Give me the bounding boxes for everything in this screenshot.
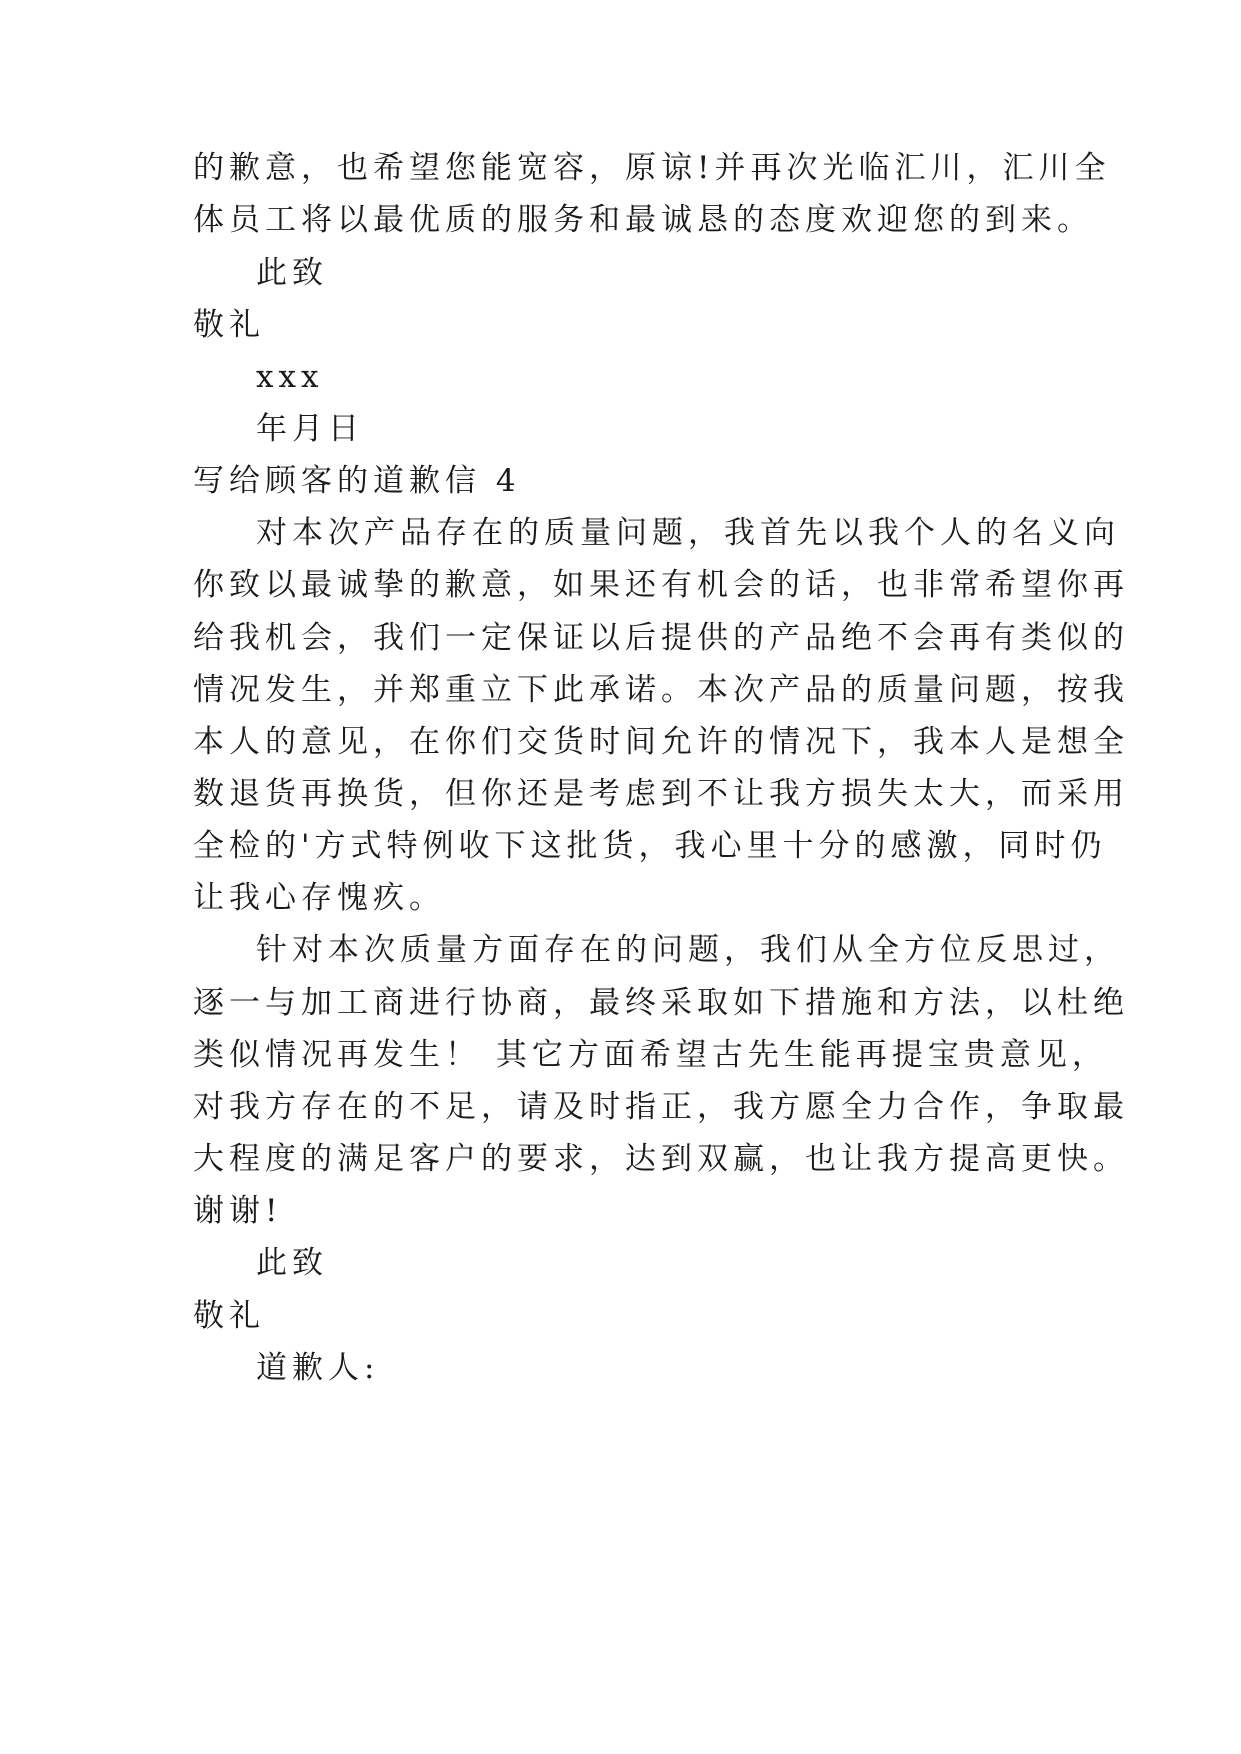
body-line: 情况发生，并郑重立下此承诺。本次产品的质量问题，按我 [193,672,1129,708]
body-line: 本人的意见，在你们交货时间允许的情况下，我本人是想全 [193,724,1129,760]
body-line: 针对本次质量方面存在的问题，我们从全方位反思过， [256,932,1120,968]
salutation: 敬礼 [193,307,265,343]
body-line: 你致以最诚挚的歉意，如果还有机会的话，也非常希望你再 [193,567,1129,603]
body-line: 的歉意，也希望您能宽容，原谅!并再次光临汇川，汇川全 [193,150,1111,186]
salutation: 敬礼 [193,1298,265,1334]
body-line: 逐一与加工商进行协商，最终采取如下措施和方法，以杜绝 [193,985,1129,1021]
body-line: 给我机会，我们一定保证以后提供的产品绝不会再有类似的 [193,620,1129,656]
body-line: 大程度的满足客户的要求，达到双赢，也让我方提高更快。 [193,1141,1129,1177]
closing-phrase: 此致 [256,1245,328,1281]
body-line: 对本次产品存在的质量问题，我首先以我个人的名义向 [256,515,1120,551]
letter-title: 写给顾客的道歉信 4 [193,463,521,499]
body-line: 全检的'方式特例收下这批货，我心里十分的感激，同时仍 [193,828,1107,864]
body-line: 对我方存在的不足，请及时指正，我方愿全力合作，争取最 [193,1089,1129,1125]
body-line: 数退货再换货，但你还是考虑到不让我方损失太大，而采用 [193,776,1129,812]
body-line: 谢谢! [193,1193,283,1229]
date-line: 年月日 [256,411,364,447]
body-line: 体员工将以最优质的服务和最诚恳的态度欢迎您的到来。 [193,202,1093,238]
closing-phrase: 此致 [256,255,328,291]
signer-label: 道歉人: [256,1350,380,1386]
signature: xxx [256,359,324,395]
body-line: 类似情况再发生！ 其它方面希望古先生能再提宝贵意见， [193,1037,1108,1073]
body-line: 让我心存愧疚。 [193,880,445,916]
